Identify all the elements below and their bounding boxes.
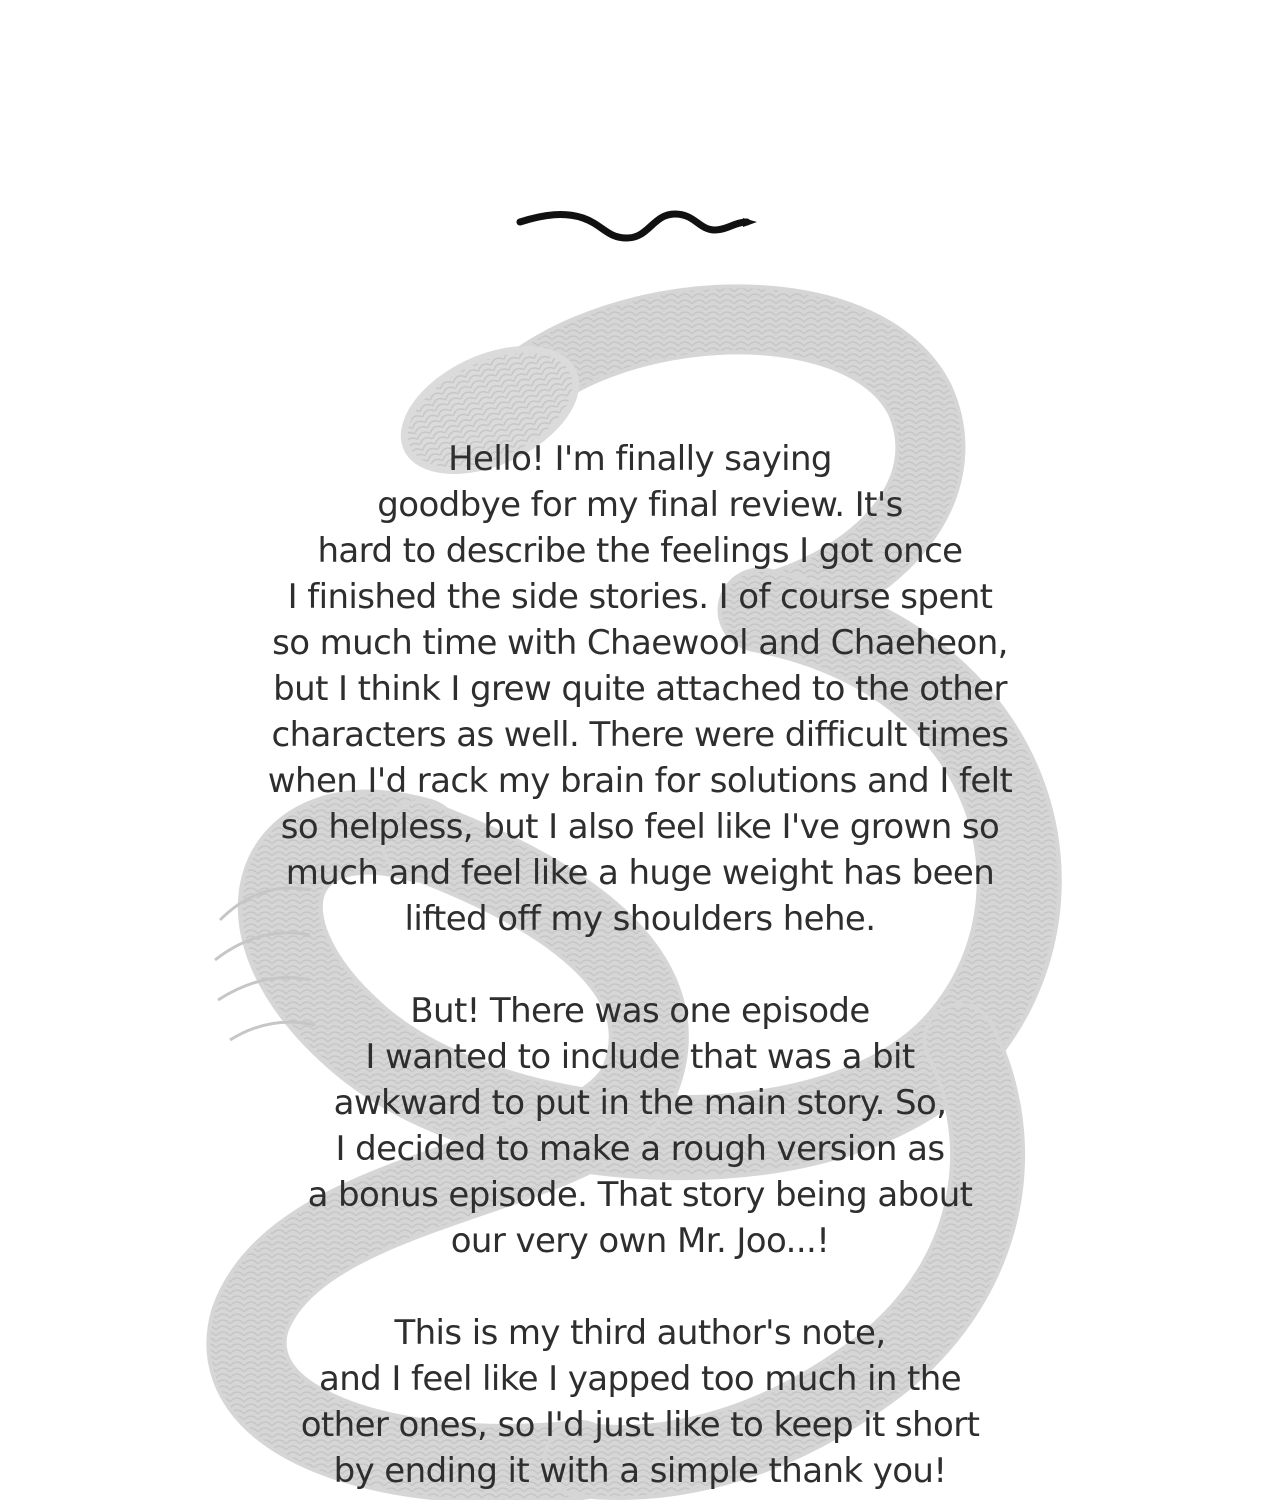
note-line: much and feel like a huge weight has been	[285, 853, 995, 893]
snake-divider-icon	[515, 200, 760, 250]
note-line: Hello! I'm finally saying	[448, 439, 832, 479]
note-line: and I feel like I yapped too much in the	[318, 1359, 962, 1399]
note-paragraph-2	[190, 988, 1090, 1264]
note-line: But! There was one episode	[410, 991, 870, 1031]
note-line: our very own Mr. Joo...!	[450, 1221, 830, 1261]
note-line: but I think I grew quite attached to the other	[273, 669, 1007, 709]
author-note-text	[190, 436, 1090, 1494]
note-line: a bonus episode. That story being about	[307, 1175, 973, 1215]
note-line: when I'd rack my brain for solutions and I felt	[267, 761, 1013, 801]
note-line: other ones, so I'd just like to keep it short	[300, 1405, 980, 1445]
note-paragraph-3	[190, 1310, 1090, 1494]
note-line: lifted off my shoulders hehe.	[404, 899, 876, 939]
note-line: characters as well. There were difficult times	[271, 715, 1009, 755]
note-line: I wanted to include that was a bit	[365, 1037, 915, 1077]
note-line: This is my third author's note,	[394, 1313, 886, 1353]
note-line: goodbye for my final review. It's	[377, 485, 903, 525]
note-line: awkward to put in the main story. So,	[333, 1083, 947, 1123]
note-line: I decided to make a rough version as	[335, 1129, 945, 1169]
note-line: by ending it with a simple thank you!	[333, 1451, 947, 1491]
note-line: I finished the side stories. I of course spent	[287, 577, 993, 617]
note-paragraph-1	[190, 436, 1090, 942]
note-line: hard to describe the feelings I got once	[317, 531, 963, 571]
note-line: so much time with Chaewool and Chaeheon,	[272, 623, 1008, 663]
note-line: so helpless, but I also feel like I've grown so	[280, 807, 1000, 847]
